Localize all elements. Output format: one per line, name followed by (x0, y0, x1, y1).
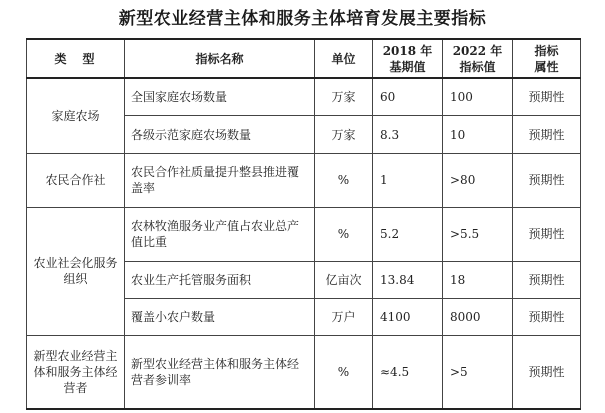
header-2018-base: 2018 年 基期值 (373, 39, 443, 78)
attribute-cell: 预期性 (513, 154, 581, 207)
attribute-cell: 预期性 (513, 298, 581, 335)
table-row (27, 207, 581, 261)
unit-cell: % (315, 207, 373, 261)
header-row (27, 39, 581, 78)
target-value-cell: >5 (443, 335, 513, 409)
target-value-cell: >5.5 (443, 207, 513, 261)
indicator-table (26, 38, 581, 410)
category-cell: 农民合作社 (27, 154, 125, 207)
header-attribute: 指标 属性 (513, 39, 581, 78)
target-value-cell: 10 (443, 116, 513, 154)
category-cell: 农业社会化服务组织 (27, 207, 125, 335)
indicator-name-cell: 覆盖小农户数量 (125, 298, 315, 335)
indicator-name-cell: 农业生产托管服务面积 (125, 261, 315, 298)
table-title: 新型农业经营主体和服务主体培育发展主要指标 (118, 9, 487, 29)
base-value-cell: 13.84 (373, 261, 443, 298)
indicator-name-cell: 农林牧渔服务业产值占农业总产值比重 (125, 207, 315, 261)
base-value-cell: 1 (373, 154, 443, 207)
target-value-cell: >80 (443, 154, 513, 207)
indicator-name-cell: 农民合作社质量提升整县推进覆盖率 (125, 154, 315, 207)
attribute-cell: 预期性 (513, 78, 581, 116)
unit-cell: % (315, 335, 373, 409)
base-value-cell: 5.2 (373, 207, 443, 261)
base-value-cell: 8.3 (373, 116, 443, 154)
header-type: 类 型 (27, 39, 125, 78)
category-cell: 家庭农场 (27, 78, 125, 154)
target-value-cell: 8000 (443, 298, 513, 335)
unit-cell: 万户 (315, 298, 373, 335)
table-row (27, 78, 581, 116)
category-cell: 新型农业经营主体和服务主体经营者 (27, 335, 125, 409)
indicator-name-cell: 各级示范家庭农场数量 (125, 116, 315, 154)
header-2022-target: 2022 年 指标值 (443, 39, 513, 78)
base-value-cell: ≈4.5 (373, 335, 443, 409)
target-value-cell: 18 (443, 261, 513, 298)
attribute-cell: 预期性 (513, 261, 581, 298)
header-indicator-name: 指标名称 (125, 39, 315, 78)
base-value-cell: 4100 (373, 298, 443, 335)
unit-cell: 亿亩次 (315, 261, 373, 298)
attribute-cell: 预期性 (513, 335, 581, 409)
unit-cell: % (315, 154, 373, 207)
base-value-cell: 60 (373, 78, 443, 116)
indicator-name-cell: 全国家庭农场数量 (125, 78, 315, 116)
attribute-cell: 预期性 (513, 207, 581, 261)
table-row (27, 154, 581, 207)
indicator-name-cell: 新型农业经营主体和服务主体经营者参训率 (125, 335, 315, 409)
table-row (27, 335, 581, 409)
attribute-cell: 预期性 (513, 116, 581, 154)
target-value-cell: 100 (443, 78, 513, 116)
unit-cell: 万家 (315, 116, 373, 154)
unit-cell: 万家 (315, 78, 373, 116)
header-unit: 单位 (315, 39, 373, 78)
